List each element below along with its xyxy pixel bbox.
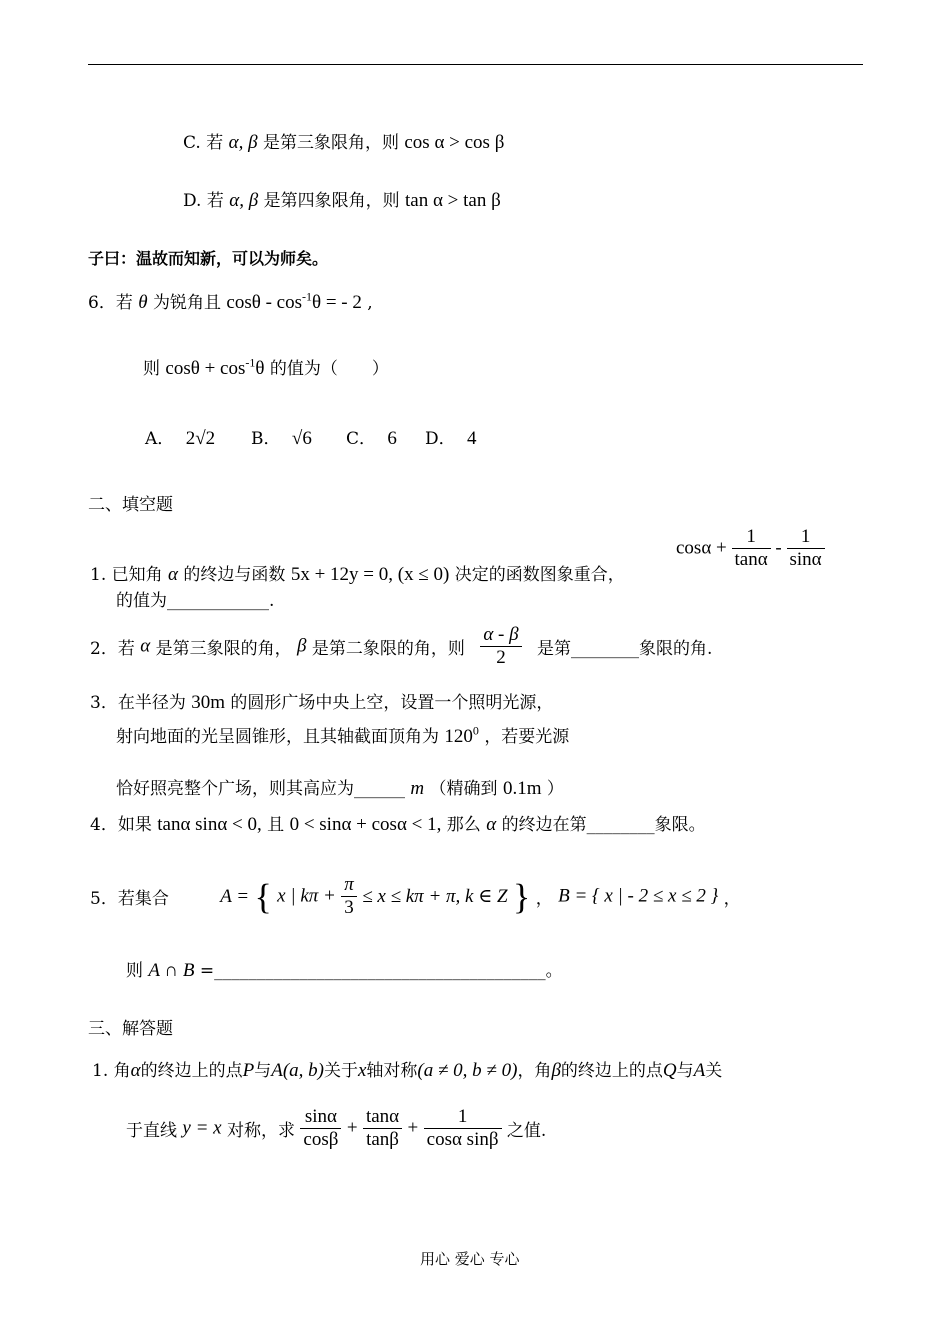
q6-line2-pre: 则 bbox=[143, 359, 160, 379]
fill-3-line3: 恰好照亮整个广场，则其高应为______ m （精确到 0.1m ） bbox=[116, 778, 564, 799]
fill-5-pi-frac: $\frac{\pi}{3}$ bbox=[341, 874, 357, 919]
fill-3-line2: 射向地面的光呈圆锥形，且其轴截面顶角为 $120^0$ ，若要光源 bbox=[116, 723, 570, 747]
q6-choice-b: B． √6 bbox=[251, 428, 312, 449]
q6-choice-c: C． 6 bbox=[346, 428, 397, 449]
option-d-math: tan α > tan β bbox=[405, 190, 501, 211]
fill-2-frac: $\frac{\alpha - \beta}{2}$ bbox=[480, 624, 521, 669]
option-c bbox=[183, 128, 504, 154]
fill-4: 4．如果 tanα sinα < 0, 且 0 < sinα + cosα < 1, 那么 α 的终边在第________象限。 bbox=[90, 814, 706, 835]
q6-condition: cosθ - $\cos^{-1}\theta$ = - 2 bbox=[226, 289, 362, 313]
q6-choice-d: D． 4 bbox=[425, 428, 477, 449]
q6-choice-a: A． 2√2 bbox=[145, 428, 216, 449]
solve-1-frac-2: $\frac{\tan\alpha}{\tan\beta}$ bbox=[363, 1106, 402, 1151]
q6-num: 6．若 bbox=[88, 293, 133, 313]
fill-2: 2．若 α 是第三象限的角， β 是第二象限的角，则 $\frac{\alpha - \beta}{2}$ 是第________象限的角. bbox=[90, 624, 713, 668]
q6-line2 bbox=[143, 354, 389, 380]
fill-1-frac-1: $\frac{1}{\tan\alpha}$ bbox=[732, 526, 771, 571]
section-solve-heading: 三、解答题 bbox=[88, 1019, 173, 1039]
section-fill-heading: 二、填空题 bbox=[88, 495, 173, 515]
option-d-text: 是第四象限角，则 bbox=[263, 191, 400, 211]
quote: 子曰：温故而知新，可以为师矣。 bbox=[88, 249, 329, 268]
q6-theta: θ bbox=[138, 292, 148, 313]
q6-comma: , bbox=[367, 293, 373, 313]
fill-1-expression: cosα + $\frac{1}{\tan\alpha}$ - $\frac{1}{\sin\alpha}$ bbox=[676, 526, 825, 571]
q6-expression: $\cos\theta + \cos^{-1}\theta$ bbox=[165, 355, 265, 379]
header-rule bbox=[88, 64, 863, 65]
fill-5-line1: 5．若集合 A = { x | kπ + $\frac{\pi}{3}$ ≤ x ≤ kπ + π, k ∈ Z } ， B = { x | - 2 ≤ x ≤ 2 } ， bbox=[90, 874, 741, 918]
solve-1-frac-3: $\frac{1}{\text{cosα sinβ}}$ bbox=[424, 1106, 502, 1151]
page-footer: 用心 爱心 专心 bbox=[420, 1250, 520, 1268]
fill-5-line2: 则 A ∩ B =_______________________________________。 bbox=[126, 960, 563, 981]
q6-line2-post: 的值为（ ） bbox=[269, 359, 389, 379]
option-c-math: cos α > cos β bbox=[404, 132, 505, 153]
option-c-text: 是第三象限角，则 bbox=[262, 133, 399, 153]
option-c-label: C. 若 bbox=[183, 133, 224, 153]
option-d-vars: α, β bbox=[229, 190, 259, 211]
question-6 bbox=[88, 288, 373, 314]
solve-1-line1: 1. 角α的终边上的点P与A(a, b)关于x轴对称(a ≠ 0, b ≠ 0)，角β的终边上的点Q与A关 bbox=[92, 1060, 723, 1081]
fill-1-line1: 1. 已知角 α 的终边与函数 5x + 12y = 0, (x ≤ 0) 决定的函数图象重合， bbox=[90, 564, 625, 585]
fill-1-line2: 的值为____________. bbox=[116, 591, 275, 611]
solve-1-frac-1: $\frac{\sin\alpha}{\cos\beta}$ bbox=[300, 1106, 341, 1151]
fill-1-frac-2: $\frac{1}{\sin\alpha}$ bbox=[787, 526, 825, 571]
q6-text: 为锐角且 bbox=[152, 293, 221, 313]
option-c-vars: α, β bbox=[228, 132, 258, 153]
solve-1-line2: 于直线 y = x 对称，求 $\frac{\sin\alpha}{\cos\beta}$ + $\frac{\tan\alpha}{\tan\beta}$ + $\frac{1}{\text{cosα sinβ}}$ 之值. bbox=[126, 1106, 547, 1150]
option-d-label: D. 若 bbox=[183, 191, 224, 211]
option-d bbox=[183, 186, 501, 212]
fill-3-line1: 3．在半径为 30m 的圆形广场中央上空，设置一个照明光源， bbox=[90, 692, 554, 713]
